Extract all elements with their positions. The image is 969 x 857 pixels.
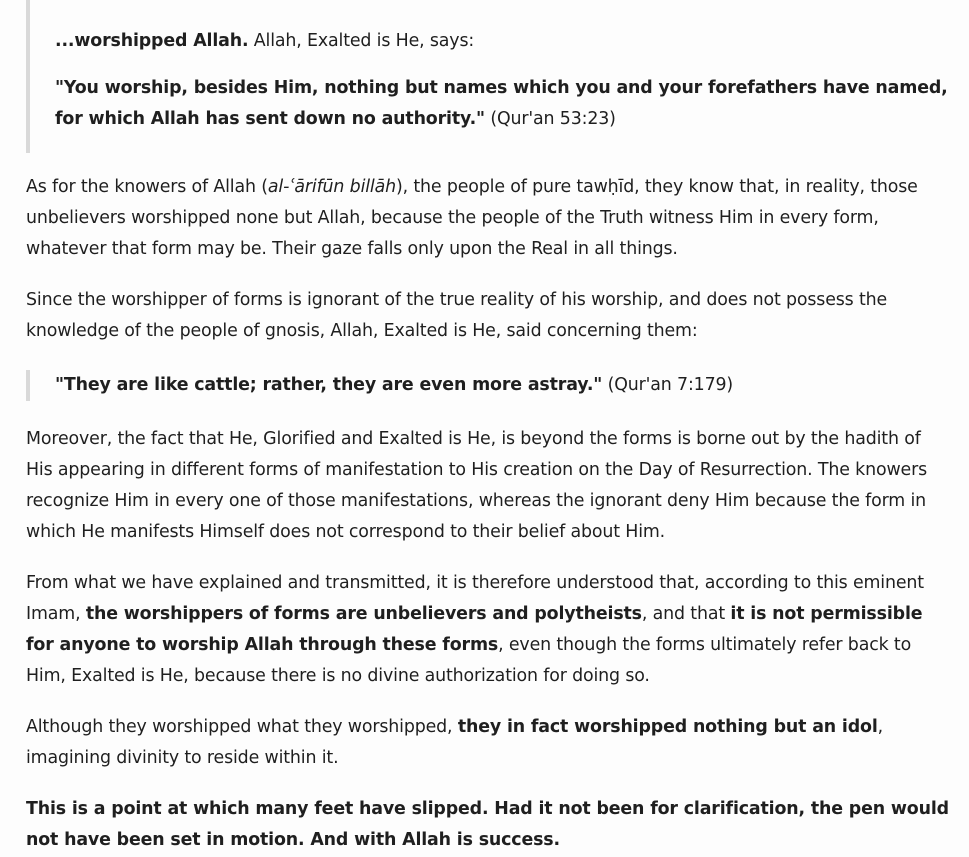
quote-intro [55, 26, 951, 57]
intro-bold-text: ...worshipped Allah. [55, 31, 249, 51]
paragraph-knowers [26, 172, 951, 265]
paragraph-text: , and that [641, 604, 731, 624]
closing-bold-text: This is a point at which many feet have slipped. Had it not been for clarification, the pen would not have been set in motion. And with Allah is success. [26, 799, 949, 850]
verse-text: "They are like cattle; rather, they are even more astray." [55, 375, 603, 395]
quote-block-surah-7 [26, 370, 951, 401]
paragraph-closing [26, 794, 951, 856]
intro-text: Allah, Exalted is He, says: [248, 31, 475, 51]
bold-statement: it is not permissible for anyone to worship Allah through these forms [26, 604, 923, 655]
bold-statement: the worshippers of forms are unbelievers and polytheists [85, 604, 642, 624]
verse-reference: (Qur'an 7:179) [602, 375, 734, 395]
paragraph-idol [26, 712, 951, 774]
verse-text: "You worship, besides Him, nothing but names which you and your forefathers have named, for which Allah has sent down no authority." [55, 78, 948, 129]
quran-verse [55, 73, 951, 135]
paragraph-text: From what we have explained and transmitted, it is therefore understood that, according to this eminent Imam, [26, 573, 924, 624]
paragraph-text: Although they worshipped what they worshipped, [26, 717, 458, 737]
paragraph-worshipper-of-forms: Since the worshipper of forms is ignorant of the true reality of his worship, and does not possess the knowledge of the people of gnosis, Allah, Exalted is He, said concerning them: [26, 290, 888, 341]
paragraph-hadith: Moreover, the fact that He, Glorified and Exalted is He, is beyond the forms is borne out by the hadith of His appearing in different forms of manifestation to His creation on the Day of Resurrection. The knowers recognize Him in every one of those manifestations, whereas the ignorant deny Him because the form in which He manifests Himself does not correspond to their belief about Him. [26, 429, 928, 542]
italic-term: al-ʿārifūn billāh [267, 177, 396, 197]
paragraph-text: As for the knowers of Allah ( [26, 177, 268, 197]
quote-block-surah-53 [26, 0, 951, 153]
bold-statement: they in fact worshipped nothing but an idol [457, 717, 878, 737]
quran-verse [55, 370, 951, 401]
paragraph-text: , imagining divinity to reside within it. [26, 717, 884, 768]
paragraph-conclusion [26, 568, 951, 692]
paragraph-text: , even though the forms ultimately refer back to Him, Exalted is He, because there is no divine authorization for doing so. [26, 635, 912, 686]
verse-reference: (Qur'an 53:23) [484, 109, 616, 129]
paragraph-text: ), the people of pure tawḥīd, they know that, in reality, those unbelievers worshipped none but Allah, because the people of the Truth witness Him in every form, whatever that form may be. Their gaze falls only upon the Real in all things. [26, 177, 918, 259]
